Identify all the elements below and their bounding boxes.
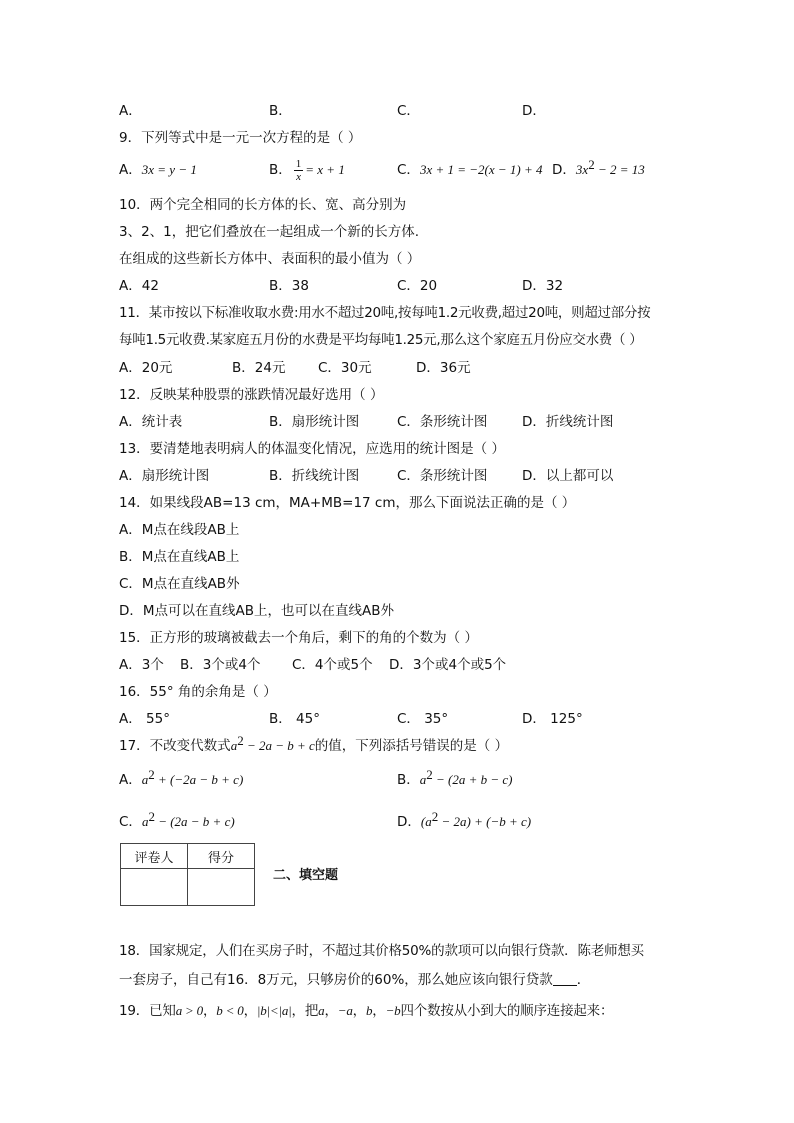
q13-option-b: B．折线统计图 [269, 468, 360, 484]
q18-stem-line2: 一套房子，自己有16．8万元，只够房价的60%，那么她应该向银行贷款 ． [119, 972, 591, 988]
q12-option-d: D．折线统计图 [522, 414, 614, 430]
q12-stem: 12．反映某种股票的涨跌情况最好选用（ ） [119, 387, 384, 403]
q17-stem: 17．不改变代数式$a^2 - 2a - b + c$的值，下列添括号错误的是（ ） [119, 733, 509, 754]
q13-option-d: D．以上都可以 [522, 468, 614, 484]
q10-option-a: A．42 [119, 278, 159, 294]
section-title: 二、填空题 [273, 868, 339, 883]
q14-option-d: D．M点可以在直线AB上，也可以在直线AB外 [119, 603, 395, 619]
q11-option-b: B．24元 [232, 360, 286, 376]
score-table-grader-cell [121, 869, 188, 906]
q11-option-a: A．20元 [119, 360, 173, 376]
score-table-score-cell [188, 869, 255, 906]
q8-option-c: C． [397, 103, 420, 119]
q15-option-d: D．3个或4个或5个 [389, 657, 507, 673]
q8-option-d: D． [522, 103, 546, 119]
q14-option-b: B．M点在直线AB上 [119, 549, 240, 565]
q8-option-b: B． [269, 103, 292, 119]
q15-option-b: B．3个或4个 [180, 657, 261, 673]
q17-option-d: D．$(a^2 - 2a) + (-b + c)$ [397, 809, 532, 830]
q12-option-c: C．条形统计图 [397, 414, 488, 430]
q10-stem-line1: 10．两个完全相同的长方体的长、宽、高分别为 [119, 197, 407, 213]
q13-option-a: A．扇形统计图 [119, 468, 210, 484]
q16-option-a: A． 55° [119, 711, 170, 727]
q11-stem-line1: 11．某市按以下标准收取水费:用水不超过20吨,按每吨1.2元收费,超过20吨，则超过部分按 [119, 305, 651, 321]
q10-option-c: C．20 [397, 278, 438, 294]
q16-option-d: D． 125° [522, 711, 583, 727]
q14-option-c: C．M点在直线AB外 [119, 576, 240, 592]
q17-option-a: A．$a^2 + (-2a - b + c)$ [119, 767, 244, 788]
q11-option-d: D．36元 [416, 360, 471, 376]
q16-option-b: B． 45° [269, 711, 320, 727]
q14-option-a: A．M点在线段AB上 [119, 522, 240, 538]
q9-stem: 9．下列等式中是一元一次方程的是（ ） [119, 130, 362, 146]
q19-stem: 19．已知a > 0，b < 0，|b|<|a|，把a，−a，b，−b四个数按从小到大的顺序连接起来： [119, 1003, 614, 1019]
q14-stem: 14．如果线段AB=13 cm，MA+MB=17 cm，那么下面说法正确的是（ ） [119, 495, 576, 511]
q17-option-b: B．$a^2 - (2a + b - c)$ [397, 767, 513, 788]
q13-stem: 13．要清楚地表明病人的体温变化情况，应选用的统计图是（ ） [119, 441, 505, 457]
q15-option-a: A．3个 [119, 657, 164, 673]
q18-stem-line1: 18．国家规定，人们在买房子时，不超过其价格50%的款项可以向银行贷款．陈老师想买 [119, 943, 644, 959]
score-table-score-header: 得分 [188, 844, 255, 869]
q11-option-c: C．30元 [318, 360, 372, 376]
q17-option-c: C．$a^2 - (2a - b + c)$ [119, 809, 235, 830]
q12-option-b: B．扇形统计图 [269, 414, 360, 430]
q10-option-b: B．38 [269, 278, 309, 294]
q9-option-d: D．$3x^2 - 2 = 13$ [552, 157, 645, 178]
q9-option-a: A．3x = y − 1 [119, 162, 197, 178]
q10-stem-line3: 在组成的这些新长方体中、表面积的最小值为（ ） [119, 251, 421, 267]
q8-option-a: A． [119, 103, 142, 119]
q13-option-c: C．条形统计图 [397, 468, 488, 484]
q12-option-a: A．统计表 [119, 414, 183, 430]
q10-option-d: D．32 [522, 278, 564, 294]
q15-stem: 15．正方形的玻璃被截去一个角后，剩下的角的个数为（ ） [119, 630, 478, 646]
q16-option-c: C． 35° [397, 711, 449, 727]
answer-blank [553, 971, 577, 986]
q16-stem: 16．55° 角的余角是（ ） [119, 684, 277, 700]
q9-option-b: B． $\frac{1}{x}$ = x + 1 [269, 157, 345, 183]
score-table-grader-header: 评卷人 [121, 844, 188, 869]
fraction: $\frac{1}{x}$ [295, 157, 302, 183]
q15-option-c: C．4个或5个 [292, 657, 373, 673]
score-table [120, 843, 255, 906]
q9-option-c: C．3x + 1 = −2(x − 1) + 4 [397, 162, 543, 178]
q11-stem-line2: 每吨1.5元收费.某家庭五月份的水费是平均每吨1.25元,那么这个家庭五月份应交水费（ ） [119, 332, 643, 348]
q10-stem-line2: 3、2、1，把它们叠放在一起组成一个新的长方体. [119, 224, 420, 240]
